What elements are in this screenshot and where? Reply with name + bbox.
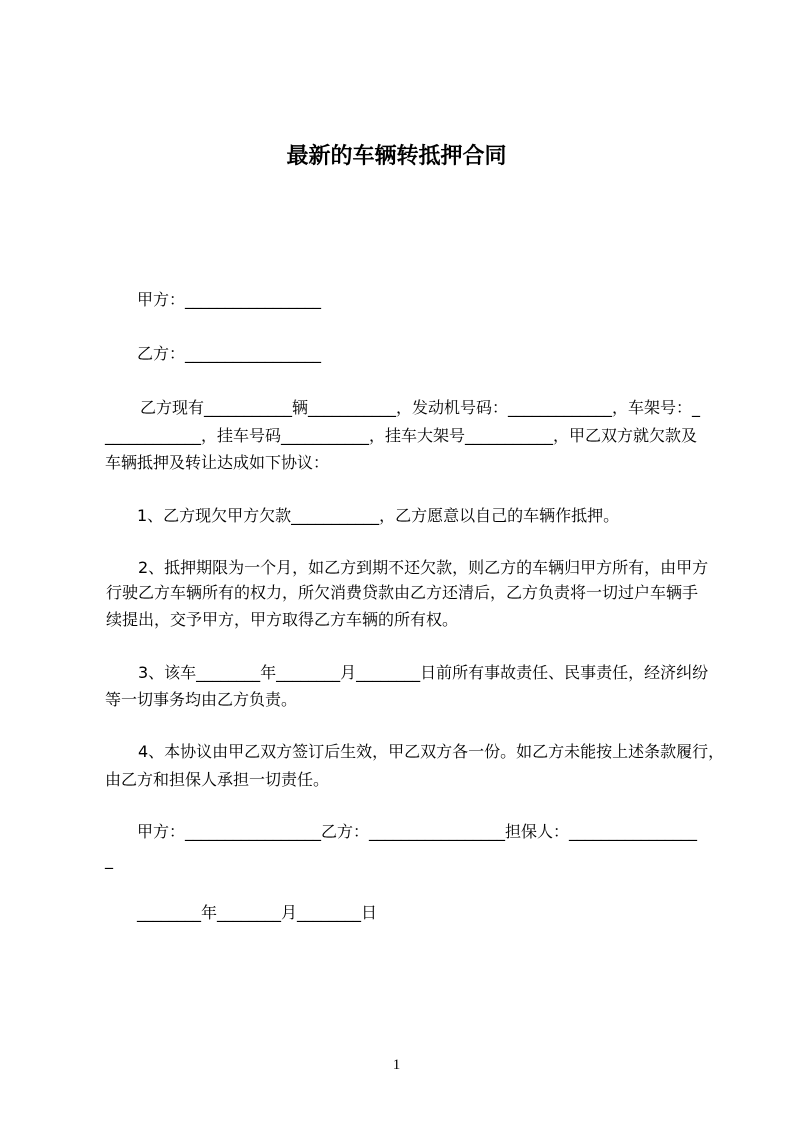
document-title: 最新的车辆转抵押合同 xyxy=(286,144,507,169)
signature-line-continuation: _ xyxy=(105,850,113,869)
clause-2-line: 续提出，交予甲方，甲方取得乙方车辆的所有权。 xyxy=(106,610,459,629)
party-b-line: 乙方：_________________ xyxy=(137,344,322,363)
date-line: ________年________月________日 xyxy=(137,903,378,922)
clause-4-line: 由乙方和担保人承担一切责任。 xyxy=(105,770,330,789)
clause-3-line: 等一切事务均由乙方负责。 xyxy=(105,690,298,709)
intro-paragraph-line: 车辆抵押及转让达成如下协议： xyxy=(105,453,330,472)
signature-line: 甲方：_________________乙方：_________________担保人：________________ xyxy=(137,822,698,841)
clause-3-line: 3、该车________年________月________日前所有事故责任、民事责任，经济纠纷 xyxy=(138,663,709,682)
party-a-line: 甲方：_________________ xyxy=(137,290,322,309)
clause-4-line: 4、本协议由甲乙双方签订后生效，甲乙双方各一份。如乙方未能按上述条款履行， xyxy=(138,742,725,761)
clause-1-line: 1、乙方现欠甲方欠款___________，乙方愿意以自己的车辆作抵押。 xyxy=(137,506,620,525)
intro-paragraph-line: 乙方现有___________辆___________，发动机号码：_____________，车架号：_ xyxy=(140,398,701,417)
clause-2-line: 2、抵押期限为一个月，如乙方到期不还欠款，则乙方的车辆归甲方所有，由甲方 xyxy=(138,558,709,577)
page-number: 1 xyxy=(392,1057,401,1073)
intro-paragraph-line: ____________，挂车号码___________，挂车大架号___________，甲乙双方就欠款及 xyxy=(105,426,698,445)
clause-2-line: 行驶乙方车辆所有的权力，所欠消费贷款由乙方还清后，乙方负责将一切过户车辆手 xyxy=(106,583,699,602)
